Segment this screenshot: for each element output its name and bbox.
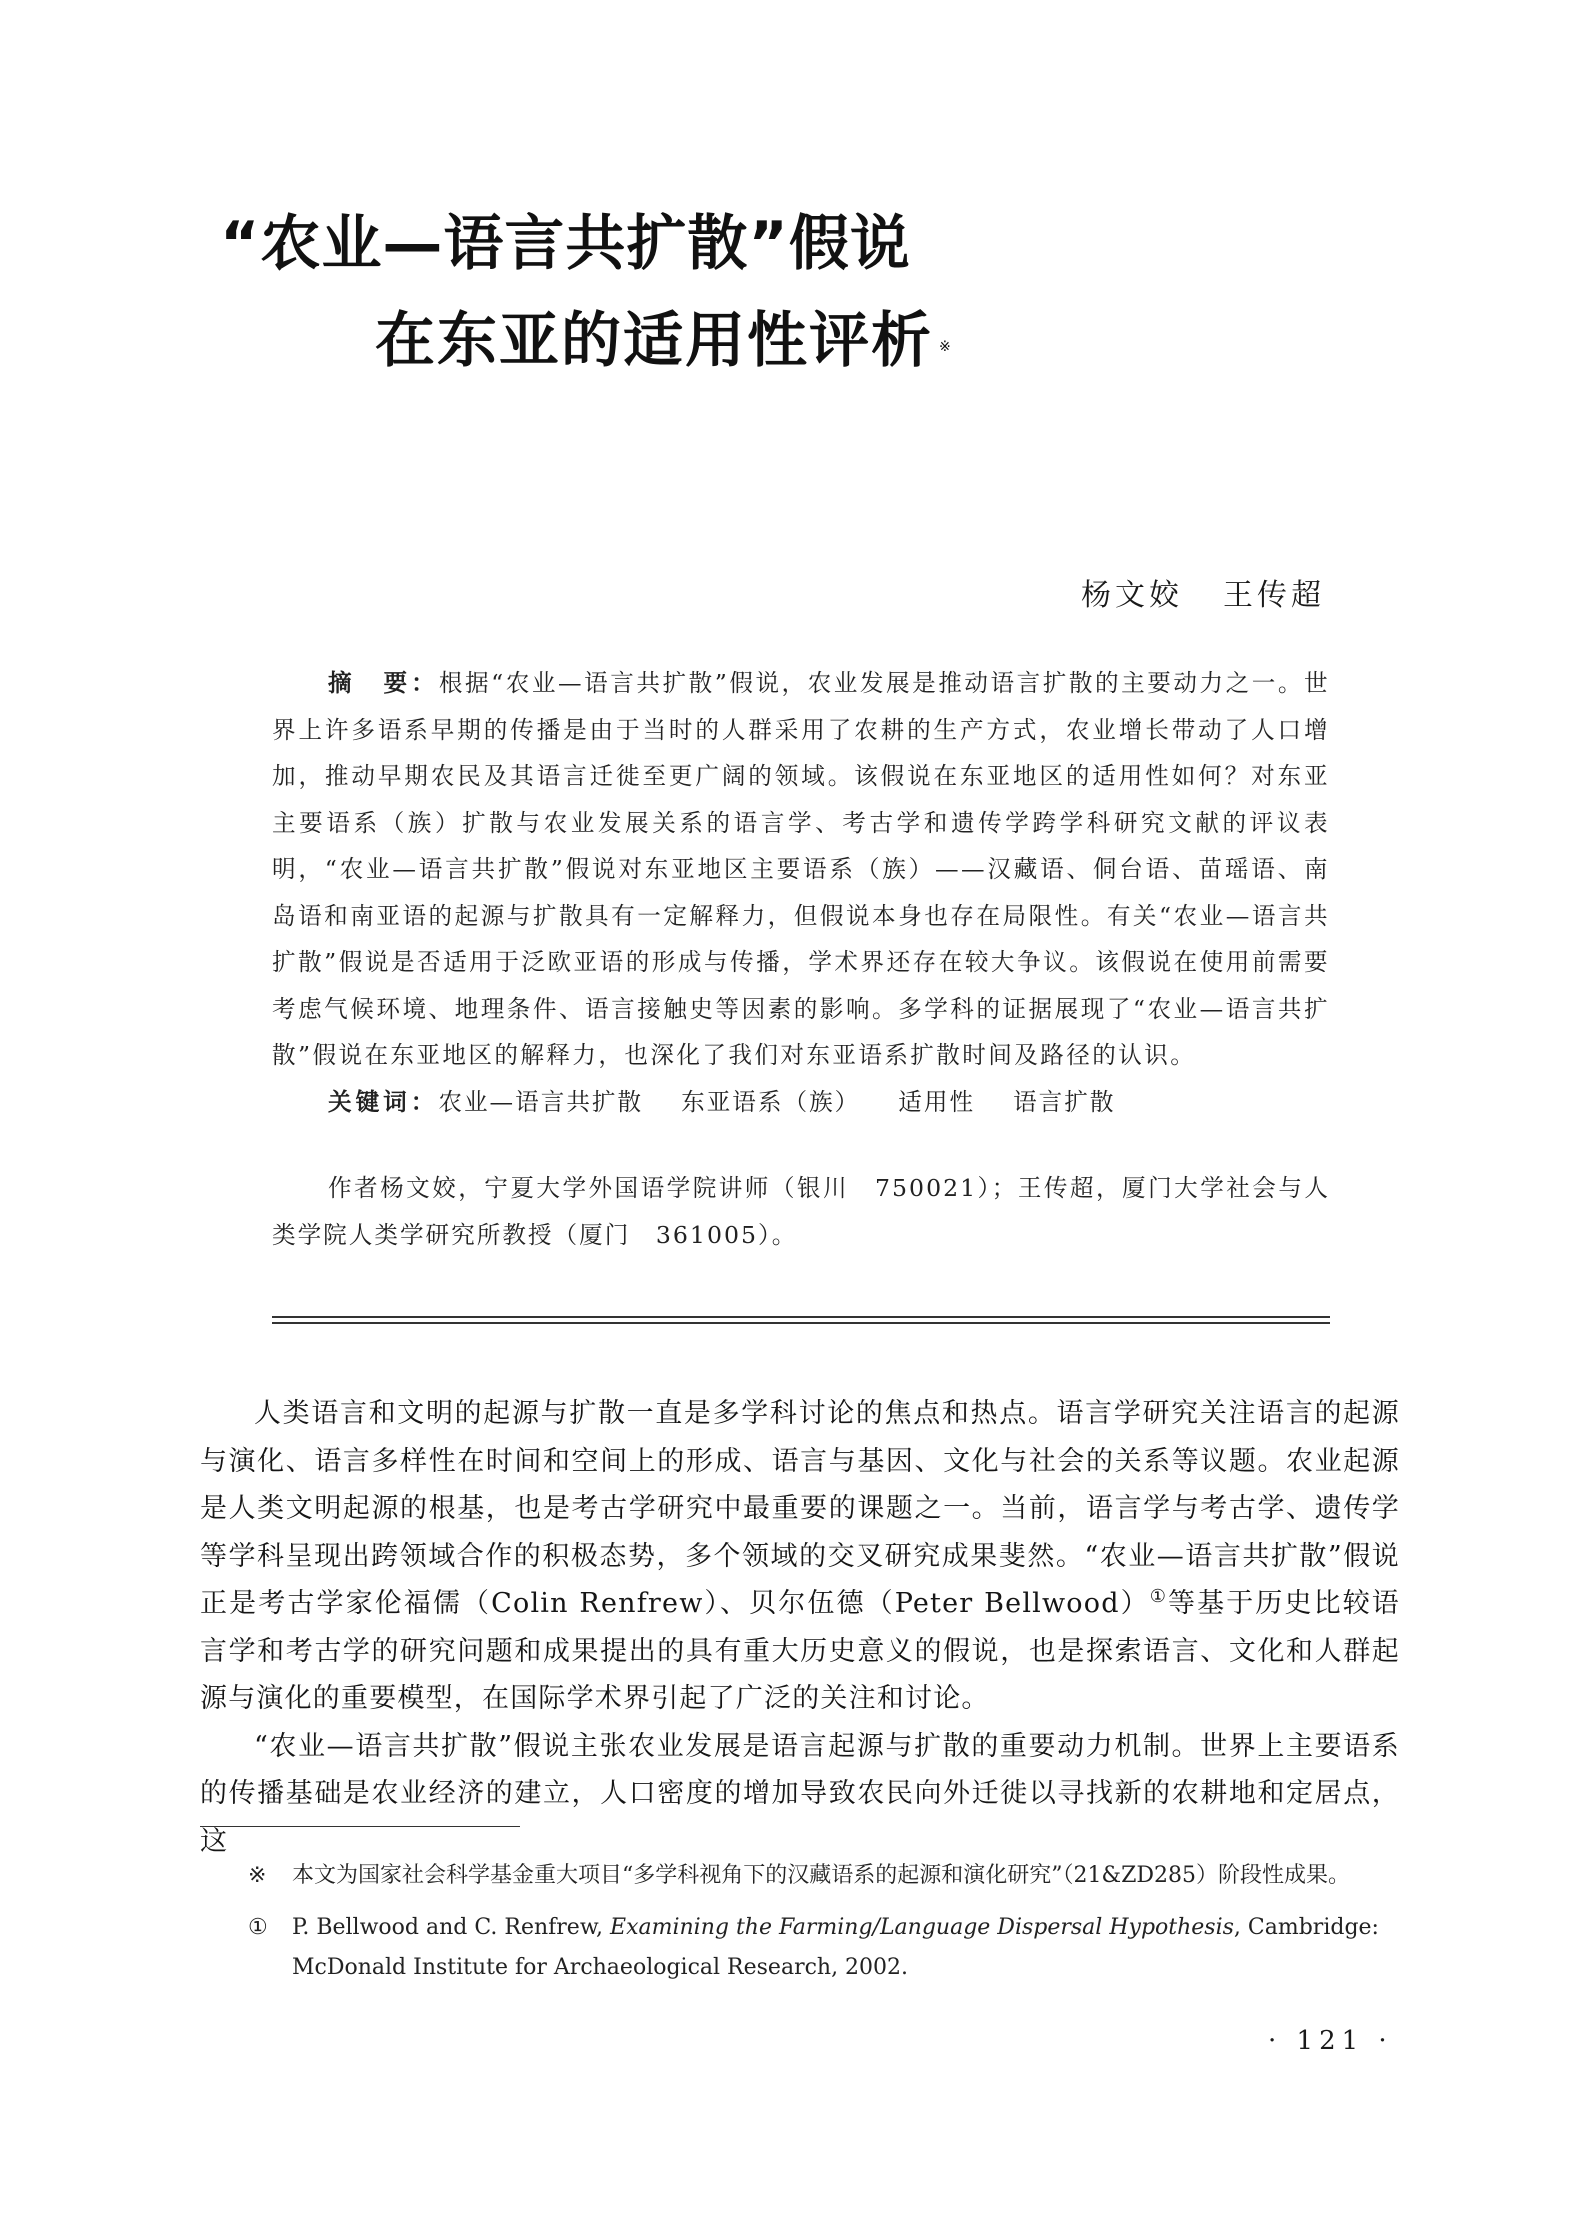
body-paragraph-1-part-2: 等基于历史比较语言学和考古学的研究问题和成果提出的具有重大历史意义的假说，也是探索语言、文化和人群起源与演化的重要模型，在国际学术界引起了广泛的关注和讨论。 bbox=[200, 1588, 1401, 1714]
keyword-item: 东亚语系（族） bbox=[681, 1087, 861, 1116]
footnote-book-title: Examining the Farming/Language Dispersal Hypothesis bbox=[610, 1915, 1234, 1940]
body-paragraph-1 bbox=[200, 1390, 1400, 1723]
keyword-item: 农业—语言共扩散 bbox=[438, 1087, 644, 1116]
body-paragraph-2: “农业—语言共扩散”假说主张农业发展是语言起源与扩散的重要动力机制。世界上主要语系的传播基础是农业经济的建立，人口密度的增加导致农民向外迁徙以寻找新的农耕地和定居点，这 bbox=[200, 1730, 1400, 1857]
section-divider-double-rule bbox=[272, 1316, 1330, 1324]
footnote-text: 本文为国家社会科学基金重大项目“多学科视角下的汉藏语系的起源和演化研究”（21&ZD285）阶段性成果。 bbox=[292, 1863, 1350, 1888]
footnote-mark: ① bbox=[248, 1915, 268, 1940]
main-body-text bbox=[200, 1390, 1400, 1865]
abstract-text: 根据“农业—语言共扩散”假说，农业发展是推动语言扩散的主要动力之一。世界上许多语系早期的传播是由于当时的人群采用了农耕的生产方式，农业增长带动了人口增加，推动早期农民及其语言迁徙至更广阔的领域。该假说在东亚地区的适用性如何？对东亚主要语系（族）扩散与农业发展关系的语言学、考古学和遗传学跨学科研究文献的评议表明，“农业—语言共扩散”假说对东亚地区主要语系（族）——汉藏语、侗台语、苗瑶语、南岛语和南亚语的起源与扩散具有一定解释力，但假说本身也存在局限性。有关“农业—语言共扩散”假说是否适用于泛欧亚语的形成与传播，学术界还存在较大争议。该假说在使用前需要考虑气候环境、地理条件、语言接触史等因素的影响。多学科的证据展现了“农业—语言共扩散”假说在东亚地区的解释力，也深化了我们对东亚语系扩散时间及路径的认识。 bbox=[272, 669, 1331, 1069]
footnote-reference: ① bbox=[1149, 1586, 1168, 1607]
footnotes-section bbox=[240, 1856, 1400, 2000]
footnote-item bbox=[240, 1856, 1400, 1896]
body-paragraph-1-part-1: 人类语言和文明的起源与扩散一直是多学科讨论的焦点和热点。语言学研究关注语言的起源与演化、语言多样性在时间和空间上的形成、语言与基因、文化与社会的关系等议题。农业起源是人类文明起源的根基，也是考古学研究中最重要的课题之一。当前，语言学与考古学、遗传学等学科呈现出跨领域合作的积极态势，多个领域的交叉研究成果斐然。“农业—语言共扩散”假说正是考古学家伦福儒（Colin Renfrew）、贝尔伍德（Peter Bellwood） bbox=[200, 1398, 1400, 1619]
keyword-item: 适用性 bbox=[898, 1087, 976, 1116]
title-footnote-mark: ※ bbox=[939, 339, 953, 355]
footnote-item bbox=[240, 1908, 1400, 1988]
footnote-citation-post: , Cambridge: McDonald Institute for Archaeological Research, 2002. bbox=[292, 1915, 1379, 1980]
footnote-separator bbox=[200, 1826, 520, 1827]
footnote-citation-pre: P. Bellwood and C. Renfrew, bbox=[292, 1915, 611, 1940]
abstract-label: 摘 要： bbox=[328, 669, 439, 697]
keywords-label: 关键词： bbox=[328, 1087, 439, 1116]
page-number: · 121 · bbox=[1268, 2026, 1393, 2056]
abstract-paragraph bbox=[272, 660, 1330, 1079]
article-title-line-1: “农业—语言共扩散”假说 bbox=[220, 209, 911, 279]
keyword-item: 语言扩散 bbox=[1013, 1087, 1116, 1116]
author-byline bbox=[1081, 570, 1325, 614]
author-name-2: 王传超 bbox=[1223, 578, 1325, 613]
keywords-line bbox=[272, 1079, 1330, 1126]
article-title-line-2 bbox=[375, 305, 953, 377]
abstract-block bbox=[272, 660, 1330, 1282]
article-title-line-2-text: 在东亚的适用性评析 bbox=[375, 306, 933, 376]
author-affiliation: 作者杨文姣，宁夏大学外国语学院讲师（银川 750021）；王传超，厦门大学社会与人类学院人类学研究所教授（厦门 361005）。 bbox=[272, 1174, 1330, 1249]
author-name-1: 杨文姣 bbox=[1081, 578, 1183, 613]
footnote-mark: ※ bbox=[248, 1863, 267, 1888]
